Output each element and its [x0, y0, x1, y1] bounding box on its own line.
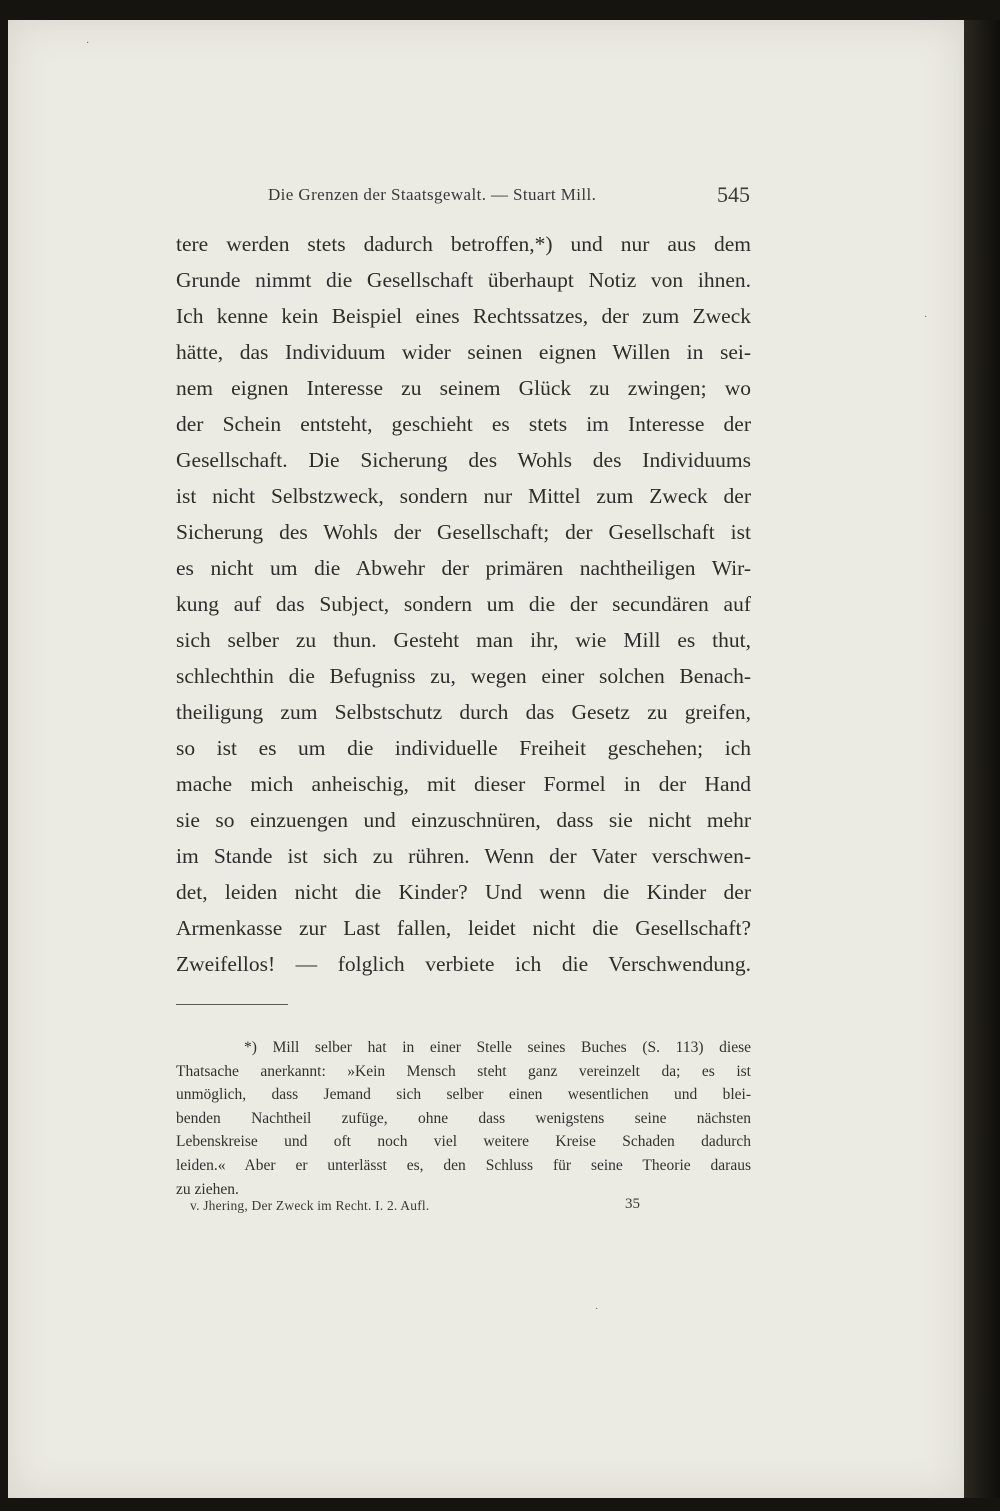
- body-line: det, leiden nicht die Kinder? Und wenn die Kinder der: [176, 880, 751, 904]
- running-title: Die Grenzen der Staatsgewalt. — Stuart Mill.: [268, 185, 597, 204]
- body-line: Sicherung des Wohls der Gesellschaft; der Gesellschaft ist: [176, 520, 751, 544]
- signature-number: 35: [625, 1196, 640, 1212]
- body-line: sich selber zu thun. Gesteht man ihr, wie Mill es thut,: [176, 628, 751, 652]
- body-line: tere werden stets dadurch betroffen,*) und nur aus dem: [176, 232, 751, 256]
- body-line: im Stande ist sich zu rühren. Wenn der Vater verschwen-: [176, 844, 751, 868]
- footnote: [176, 1036, 751, 1201]
- footnote-line: leiden.« Aber er unterlässt es, den Schluss für seine Theorie daraus: [176, 1156, 751, 1174]
- page-edge-shadow: [964, 20, 1000, 1498]
- footnote-line: Lebenskreise und oft noch viel weitere Kreise Schaden dadurch: [176, 1133, 751, 1151]
- body-line: mache mich anheischig, mit dieser Formel in der Hand: [176, 772, 751, 796]
- body-line: Ich kenne kein Beispiel eines Rechtssatzes, der zum Zweck: [176, 304, 751, 328]
- footnote-rule: [176, 1004, 288, 1005]
- page-number: 545: [717, 182, 750, 207]
- paper-speck: ·: [924, 312, 928, 323]
- body-line: theiligung zum Selbstschutz durch das Gesetz zu greifen,: [176, 700, 751, 724]
- signature-text: v. Jhering, Der Zweck im Recht. I. 2. Aufl.: [190, 1198, 430, 1213]
- paper-speck: ·: [86, 38, 90, 49]
- body-line: der Schein entsteht, geschieht es stets im Interesse der: [176, 412, 751, 436]
- printer-signature: [190, 1196, 640, 1218]
- footnote-line: *) Mill selber hat in einer Stelle seines Buches (S. 113) diese: [244, 1039, 751, 1056]
- body-line: Armenkasse zur Last fallen, leidet nicht die Gesellschaft?: [176, 916, 751, 940]
- body-line: es nicht um die Abwehr der primären nachtheiligen Wir-: [176, 556, 751, 580]
- paper-speck: ·: [595, 1304, 599, 1315]
- footnote-line: benden Nachtheil zufüge, ohne dass wenigstens seine nächsten: [176, 1109, 751, 1127]
- body-line: sie so einzuengen und einzuschnüren, dass sie nicht mehr: [176, 808, 751, 832]
- body-line: Zweifellos! — folglich verbiete ich die Verschwendung.: [176, 952, 751, 976]
- running-head: [238, 176, 750, 216]
- body-line: Gesellschaft. Die Sicherung des Wohls des Individuums: [176, 448, 751, 472]
- footnote-line: unmöglich, dass Jemand sich selber einen wesentlichen und blei-: [176, 1086, 751, 1104]
- body-line: schlechthin die Befugniss zu, wegen einer solchen Benach-: [176, 664, 751, 688]
- footnote-line: Thatsache anerkannt: »Kein Mensch steht ganz vereinzelt da; es ist: [176, 1062, 751, 1080]
- body-line: hätte, das Individuum wider seinen eignen Willen in sei-: [176, 340, 751, 364]
- body-text: [176, 226, 751, 982]
- body-line: Grunde nimmt die Gesellschaft überhaupt Notiz von ihnen.: [176, 268, 751, 292]
- footnote-line: zu ziehen.: [176, 1180, 239, 1198]
- body-line: kung auf das Subject, sondern um die der secundären auf: [176, 592, 751, 616]
- body-line: so ist es um die individuelle Freiheit geschehen; ich: [176, 736, 751, 760]
- body-line: nem eignen Interesse zu seinem Glück zu zwingen; wo: [176, 376, 751, 400]
- body-line: ist nicht Selbstzweck, sondern nur Mittel zum Zweck der: [176, 484, 751, 508]
